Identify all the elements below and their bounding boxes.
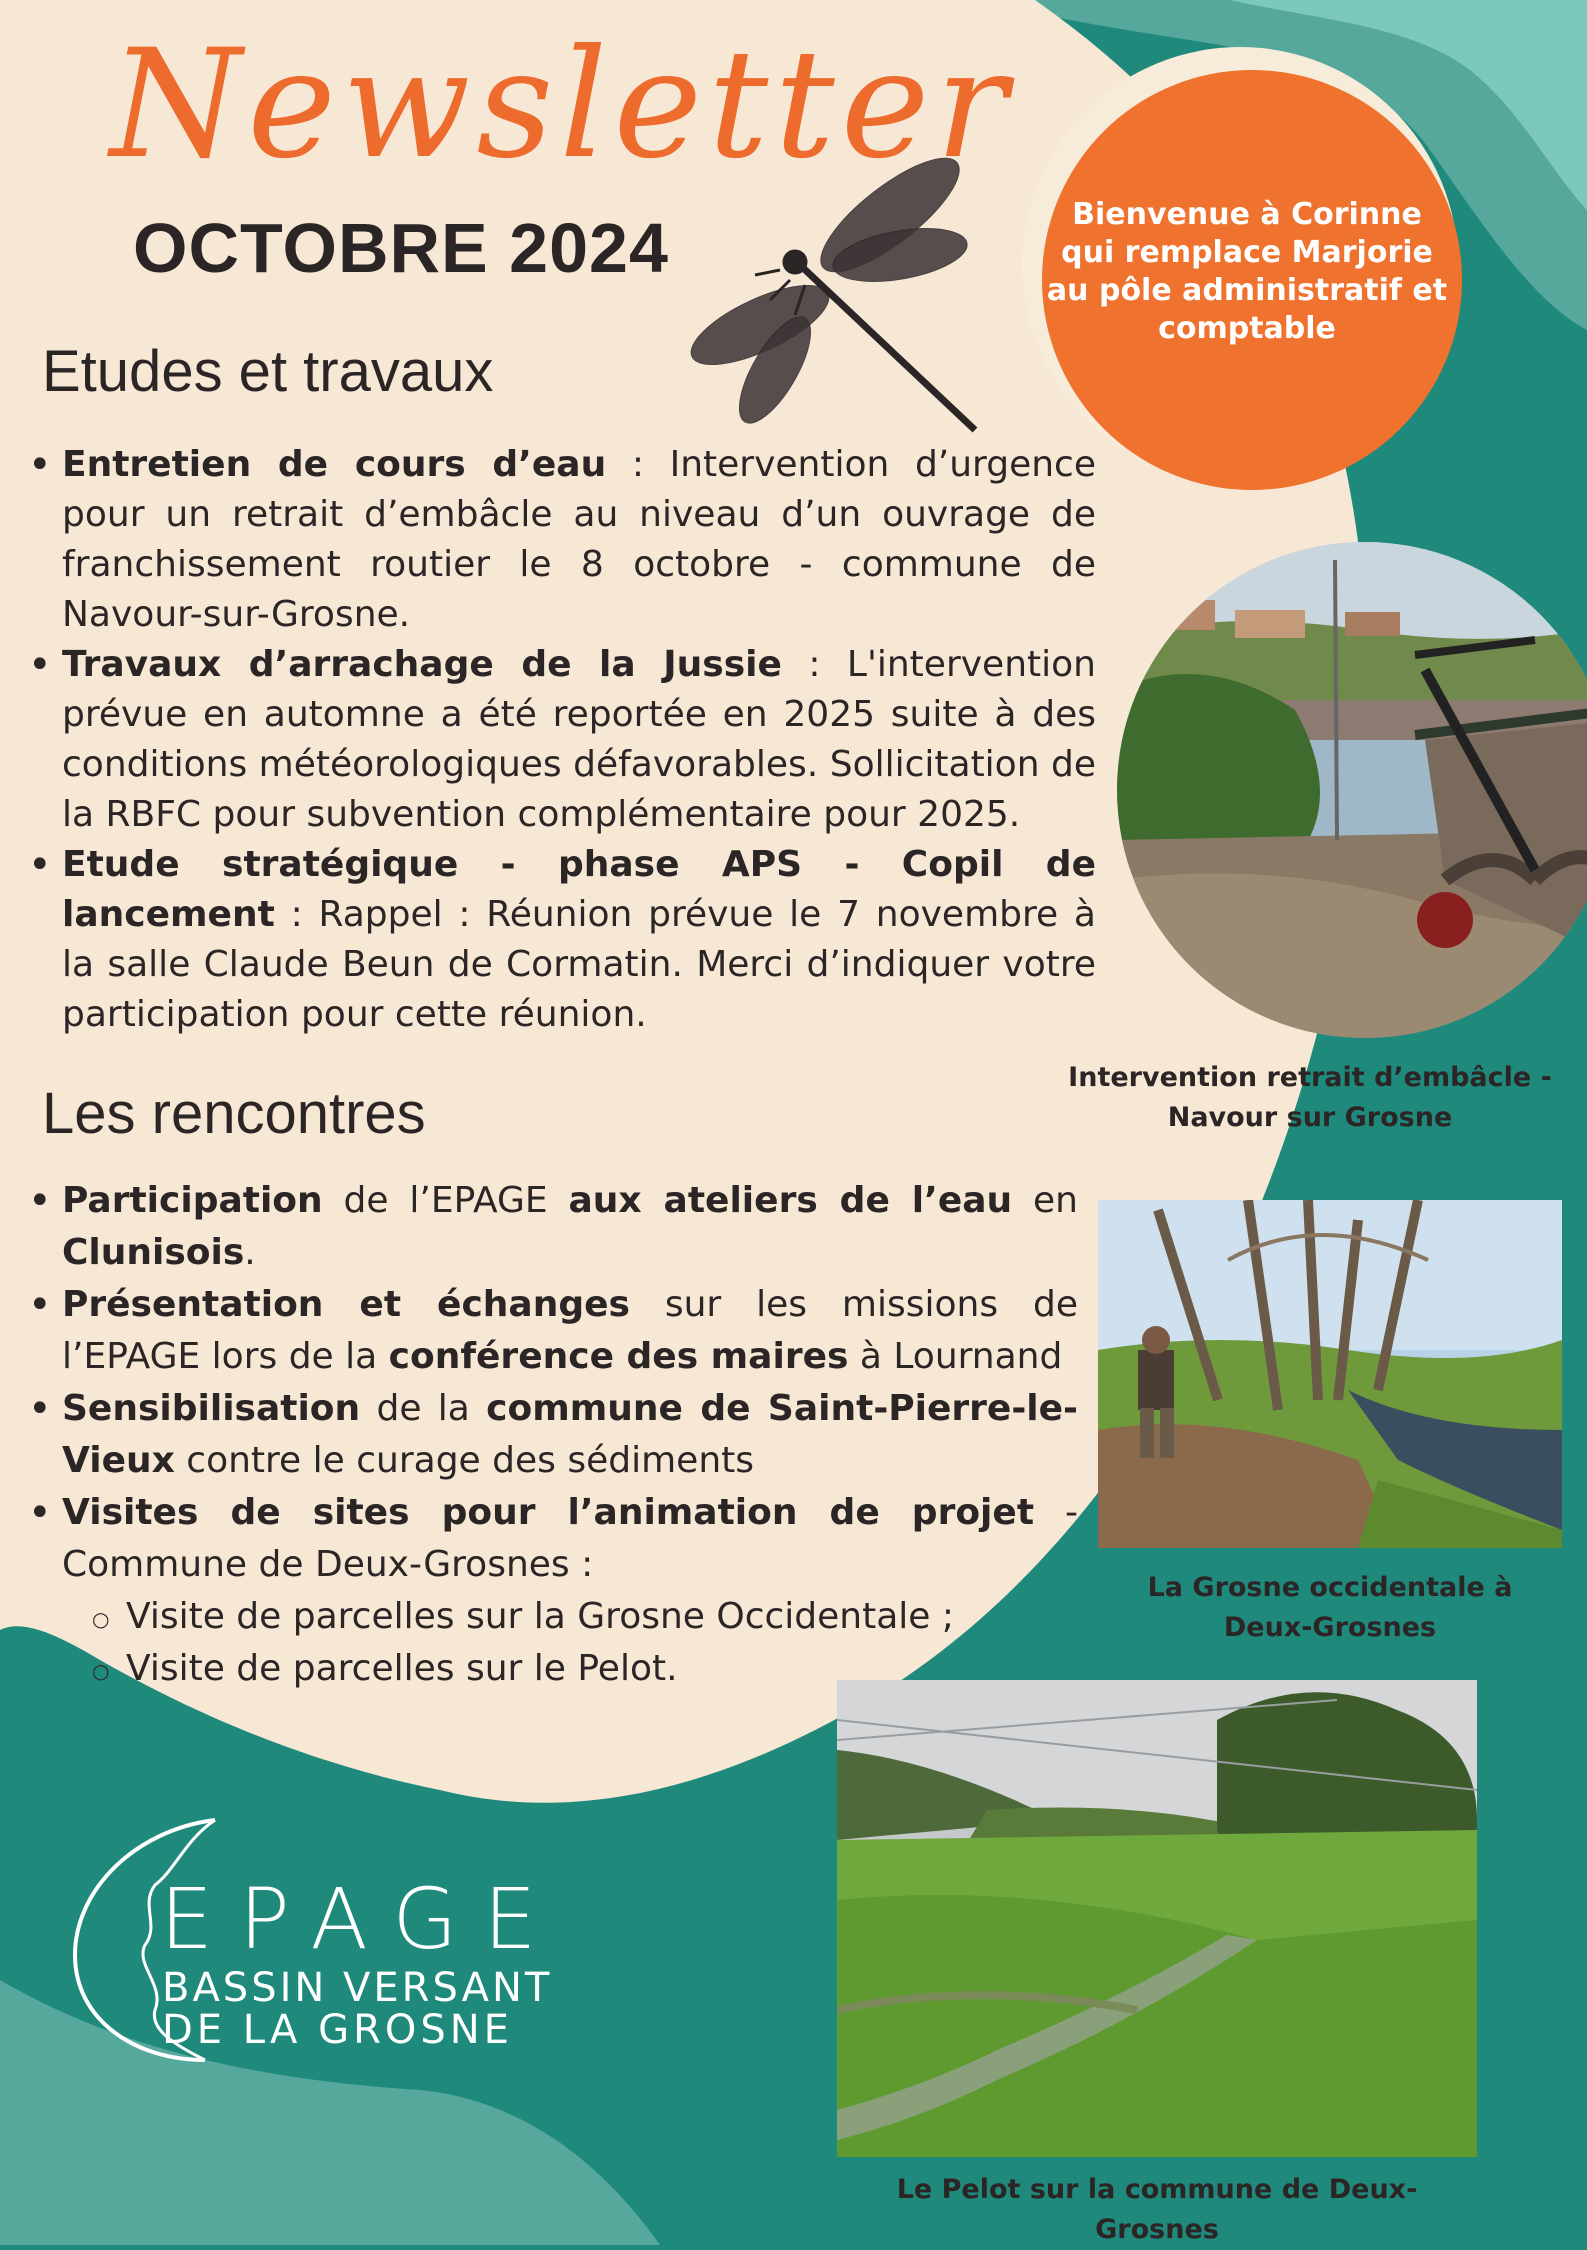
photo-le-pelot	[837, 1680, 1477, 2157]
item-bold-lead: Entretien de cours d’eau	[62, 444, 607, 485]
item-bold-lead: Travaux d’arrachage de la Jussie	[62, 644, 782, 685]
welcome-line: qui remplace Marjorie	[1061, 235, 1433, 270]
item-text: à Lournand	[848, 1336, 1063, 1377]
welcome-line: au pôle administratif et	[1046, 273, 1448, 308]
caption-photo-2	[1098, 1568, 1562, 1648]
item-text: de la	[360, 1388, 487, 1429]
item-text: de l’EPAGE	[322, 1180, 569, 1221]
sub-list-item: ○ Visite de parcelles sur la Grosne Occidentale ;	[62, 1591, 1078, 1643]
caption-photo-3: Le Pelot sur la commune de Deux-Grosnes	[896, 2174, 1418, 2245]
list-item	[28, 1383, 1078, 1487]
rencontres-list	[28, 1175, 1078, 1695]
photo-grosne-occidentale	[1098, 1200, 1562, 1548]
item-bold: conférence des maires	[388, 1336, 849, 1377]
list-item	[28, 440, 1096, 640]
list-item	[28, 1487, 1078, 1695]
item-bold: Sensibilisation	[62, 1388, 361, 1429]
welcome-line: Bienvenue à Corinne	[1072, 197, 1422, 232]
caption-line: La Grosne occidentale à	[1147, 1572, 1513, 1603]
item-text: .	[244, 1232, 256, 1273]
item-text: - Commune de Deux-Grosnes :	[62, 1492, 1078, 1585]
sub-list-item: ○ Visite de parcelles sur le Pelot.	[62, 1643, 1078, 1695]
logo-name: EPAGE	[160, 1870, 563, 1968]
logo-line-2: DE LA GROSNE	[162, 2007, 513, 2053]
list-item	[28, 1279, 1078, 1383]
issue-month: OCTOBRE 2024	[133, 209, 669, 287]
item-text: : Rappel : Réunion prévue le 7 novembre à la salle Claude Beun de Cormatin. Merci d’indiquer votre participation pour cette réunion.	[62, 894, 1096, 1035]
caption-line: Navour sur Grosne	[1167, 1102, 1453, 1133]
caption-line: Intervention retrait d’embâcle -	[1068, 1062, 1552, 1093]
item-bold: Clunisois	[62, 1232, 245, 1273]
section-title-etudes: Etudes et travaux	[42, 339, 494, 404]
section-title-rencontres: Les rencontres	[42, 1081, 426, 1146]
item-text: : Intervention d’urgence pour un retrait d’embâcle au niveau d’un ouvrage de franchissement routier le 8 octobre - commune de Navour-sur-Grosne.	[62, 444, 1096, 635]
item-bold: Visites de sites pour l’animation de projet	[62, 1492, 1035, 1533]
list-item	[28, 840, 1096, 1040]
photo-intervention-navour	[1115, 540, 1587, 1040]
item-bold: Présentation et échanges	[62, 1284, 630, 1325]
caption-line: Deux-Grosnes	[1223, 1612, 1437, 1643]
item-bold: Participation	[62, 1180, 323, 1221]
item-text: en	[1012, 1180, 1078, 1221]
item-text: sur les missions de l’EPAGE lors de la	[62, 1284, 1078, 1377]
item-bold: commune de Saint-Pierre-le-Vieux	[62, 1388, 1078, 1481]
list-item	[28, 1175, 1078, 1279]
item-bold-lead: Etude stratégique - phase APS - Copil de lancement	[62, 844, 1096, 935]
logo-line-1: BASSIN VERSANT	[162, 1965, 553, 2011]
list-item	[28, 640, 1096, 840]
etudes-list	[28, 440, 1096, 1040]
item-bold: aux ateliers de l’eau	[568, 1180, 1013, 1221]
caption-photo-1	[1060, 1058, 1560, 1138]
item-text: : L'intervention prévue en automne a été reportée en 2025 suite à des conditions météorologiques défavorables. Sollicitation de la RBFC pour subvention complémentaire pour 2025.	[62, 644, 1096, 835]
welcome-message	[1022, 196, 1472, 348]
item-text: contre le curage des sédiments	[174, 1440, 755, 1481]
welcome-line: comptable	[1158, 311, 1336, 346]
newsletter-script-title: Newsletter	[110, 18, 1014, 192]
